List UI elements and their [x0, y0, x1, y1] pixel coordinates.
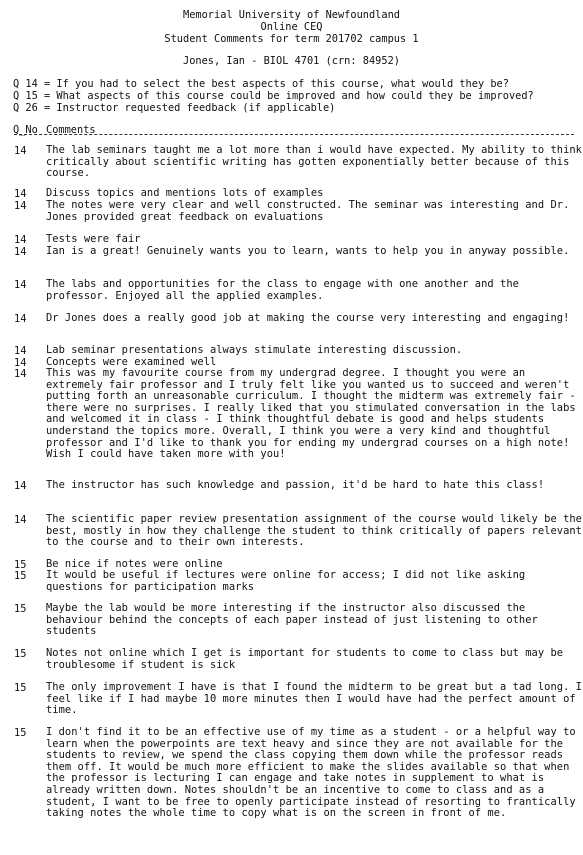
comment-text: Discuss topics and mentions lots of examples — [46, 187, 324, 199]
comment-qno: 15 — [14, 603, 27, 615]
comment-qno: 14 — [14, 345, 27, 357]
comment-qno: 14 — [14, 313, 27, 325]
term-line: Student Comments for term 201702 campus 1 — [164, 33, 419, 45]
comment-text: I don't find it to be an effective use of my time as a student - or a helpful way to learn when the powerpoints are text heavy and since they are not available for the students to review, we spend the class copying them down while the professor reads them off. It would be much more efficient to make the slides available so that when the professor is lecturing I can engage and take notes in supplement to what is already written down. Notes shouldn't be an incentive to come to class and as a student, I want to be free to openly participate instead of resorting to frantically taking notes the whole time to copy what is on the screen in front of me. — [46, 726, 576, 820]
comment-qno: 15 — [14, 559, 27, 571]
comment-text: The labs and opportunities for the class to engage with one another and the professor. Enjoyed all the applied examples. — [46, 278, 519, 302]
comment-text: Maybe the lab would be more interesting if the instructor also discussed the behaviour behind the concepts of each paper instead of just listening to other students — [46, 602, 538, 638]
comment-text: Concepts were examined well — [46, 356, 217, 368]
comment-qno: 14 — [14, 279, 27, 291]
question-legend-q14: Q 14 = If you had to select the best aspects of this course, what would they be? — [13, 78, 509, 90]
comment-text: Notes not online which I get is important for students to come to class but may be troublesome if student is sick — [46, 647, 564, 671]
comment-text: Be nice if notes were online — [46, 558, 223, 570]
comment-text: The lab seminars taught me a lot more than i would have expected. My ability to think critically about scientific writing has gotten exponentially better because of this course. — [46, 144, 582, 180]
comment-qno: 15 — [14, 727, 27, 739]
university-name: Memorial University of Newfoundland — [183, 9, 400, 21]
comment-qno: 15 — [14, 570, 27, 582]
course-line: Jones, Ian - BIOL 4701 (crn: 84952) — [183, 55, 400, 67]
comment-qno: 14 — [14, 246, 27, 258]
system-name: Online CEQ — [260, 21, 323, 33]
comment-text: The only improvement I have is that I found the midterm to be great but a tad long. I feel like if I had maybe 10 more minutes then I would have had the perfect amount of time. — [46, 681, 582, 717]
comment-qno: 14 — [14, 357, 27, 369]
question-legend-q26: Q 26 = Instructor requested feedback (if applicable) — [13, 102, 336, 114]
comment-qno: 15 — [14, 648, 27, 660]
comment-qno: 14 — [14, 188, 27, 200]
column-header-comments: Comments — [46, 124, 96, 136]
comment-qno: 14 — [14, 480, 27, 492]
comment-text: The notes were very clear and well constructed. The seminar was interesting and Dr. Jones provided great feedback on evaluations — [46, 199, 570, 223]
column-header-qno: Q_No — [13, 124, 38, 136]
comment-text: The instructor has such knowledge and passion, it'd be hard to hate this class! — [46, 479, 545, 491]
comment-qno: 14 — [14, 368, 27, 380]
comment-qno: 15 — [14, 682, 27, 694]
header-divider — [14, 134, 574, 135]
comment-text: Tests were fair — [46, 233, 141, 245]
comment-text: The scientific paper review presentation assignment of the course would likely be the best, mostly in how they challenge the student to think critically of papers relevant to the course and to their own interests. — [46, 513, 582, 549]
comment-qno: 14 — [14, 200, 27, 212]
comment-qno: 14 — [14, 234, 27, 246]
comment-text: Dr Jones does a really good job at making the course very interesting and engaging! — [46, 312, 570, 324]
comment-qno: 14 — [14, 145, 27, 157]
question-legend-q15: Q 15 = What aspects of this course could be improved and how could they be improved? — [13, 90, 534, 102]
comment-qno: 14 — [14, 514, 27, 526]
comment-text: Ian is a great! Genuinely wants you to learn, wants to help you in anyway possible. — [46, 245, 570, 257]
comment-text: It would be useful if lectures were online for access; I did not like asking questions for participation marks — [46, 569, 526, 593]
comment-text: This was my favourite course from my undergrad degree. I thought you were an extremely fair professor and I truly felt like you wanted us to succeed and weren't putting forth an unreasonable curriculum. I thought the midterm was extremely fair - there were no surprises. I really liked that you stimulated conversation in the labs and welcomed it in class - I think thoughtful debate is good and helps students understand the topics more. Overall, I think you were a very kind and thoughtful professor and I'd like to thank you for ending my undergrad courses on a high note! Wish I could have taken more with you! — [46, 367, 576, 461]
comment-text: Lab seminar presentations always stimulate interesting discussion. — [46, 344, 463, 356]
